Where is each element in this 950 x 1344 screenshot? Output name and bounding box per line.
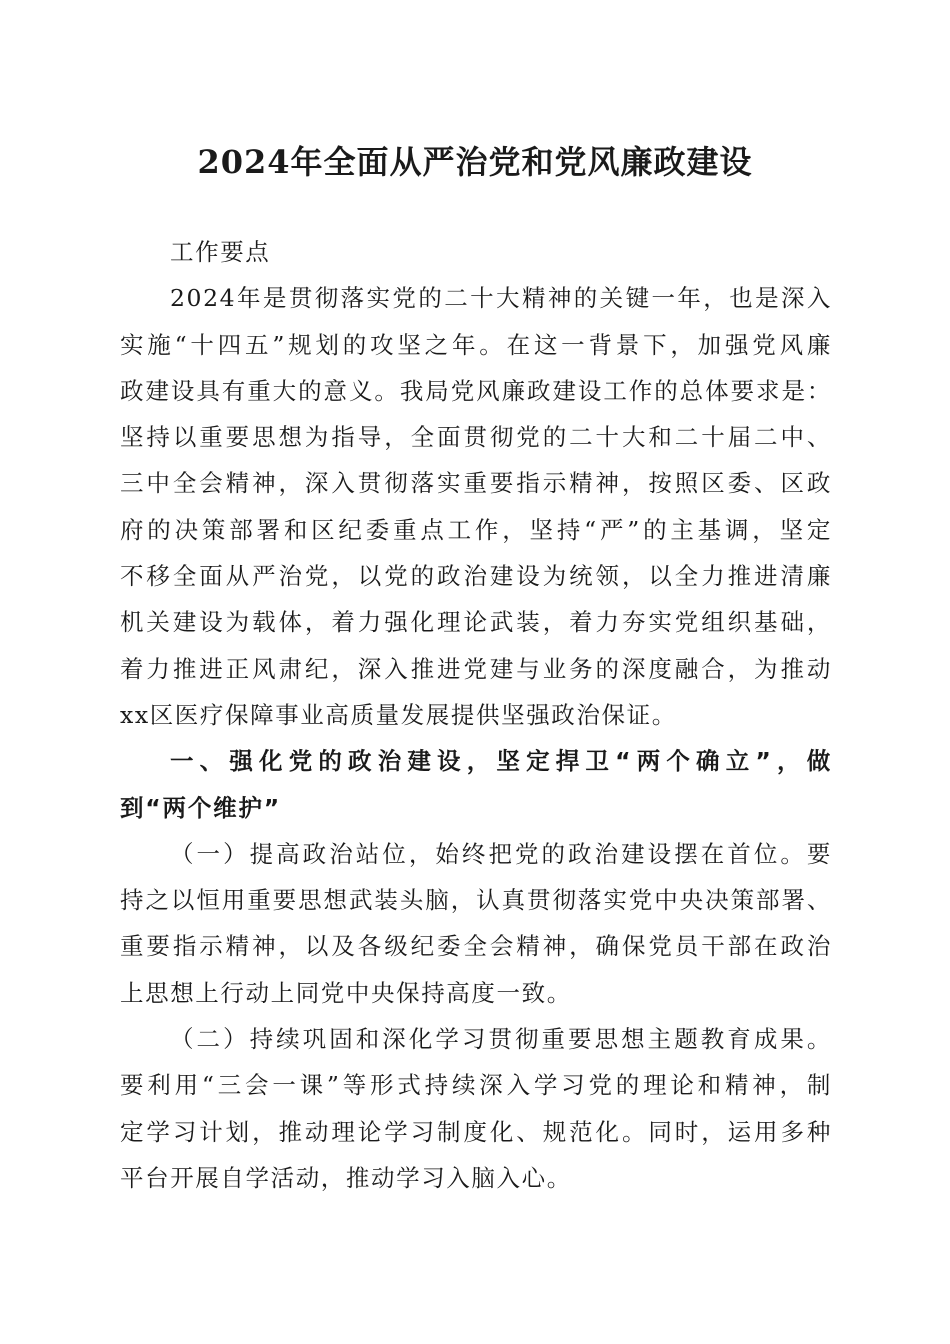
paragraph-line: 2024年是贯彻落实党的二十大精神的关键一年，也是深入 bbox=[170, 284, 832, 313]
paragraph-line: （一）提高政治站位，始终把党的政治建设摆在首位。要 bbox=[170, 839, 832, 868]
paragraph-line: 实施“十四五”规划的攻坚之年。在这一背景下，加强党风廉 bbox=[120, 330, 832, 359]
paragraph-line: 上思想上行动上同党中央保持高度一致。 bbox=[120, 978, 572, 1007]
section-label: 工作要点 bbox=[170, 238, 271, 266]
paragraph-line: 要利用“三会一课”等形式持续深入学习党的理论和精神，制 bbox=[120, 1071, 832, 1100]
paragraph-line: 持之以恒用重要思想武装头脑，认真贯彻落实党中央决策部署、 bbox=[120, 886, 832, 915]
paragraph-line: （二）持续巩固和深化学习贯彻重要思想主题教育成果。 bbox=[170, 1025, 832, 1054]
paragraph-line: 定学习计划，推动理论学习制度化、规范化。同时，运用多种 bbox=[120, 1117, 832, 1146]
paragraph-line: 三中全会精神，深入贯彻落实重要指示精神，按照区委、区政 bbox=[120, 469, 832, 498]
document-body bbox=[120, 229, 832, 1201]
paragraph-line: 机关建设为载体，着力强化理论武装，着力夯实党组织基础， bbox=[120, 608, 832, 637]
paragraph-line: 平台开展自学活动，推动学习入脑入心。 bbox=[120, 1163, 572, 1192]
paragraph-line: 不移全面从严治党，以党的政治建设为统领，以全力推进清廉 bbox=[120, 562, 832, 591]
paragraph-line: xx区医疗保障事业高质量发展提供坚强政治保证。 bbox=[120, 700, 677, 729]
section-heading: 一、强化党的政治建设，坚定捍卫“两个确立”，做 bbox=[170, 747, 832, 776]
paragraph-line: 坚持以重要思想为指导，全面贯彻党的二十大和二十届二中、 bbox=[120, 423, 832, 452]
paragraph-line: 重要指示精神，以及各级纪委全会精神，确保党员干部在政治 bbox=[120, 932, 832, 961]
section-heading: 到“两个维护” bbox=[120, 793, 281, 822]
paragraph-line: 政建设具有重大的意义。我局党风廉政建设工作的总体要求是： bbox=[120, 376, 832, 405]
paragraph-line: 府的决策部署和区纪委重点工作，坚持“严”的主基调，坚定 bbox=[120, 515, 832, 544]
paragraph-line: 着力推进正风肃纪，深入推进党建与业务的深度融合，为推动 bbox=[120, 654, 832, 683]
document-title: 2024年全面从严治党和党风廉政建设 bbox=[197, 143, 753, 181]
